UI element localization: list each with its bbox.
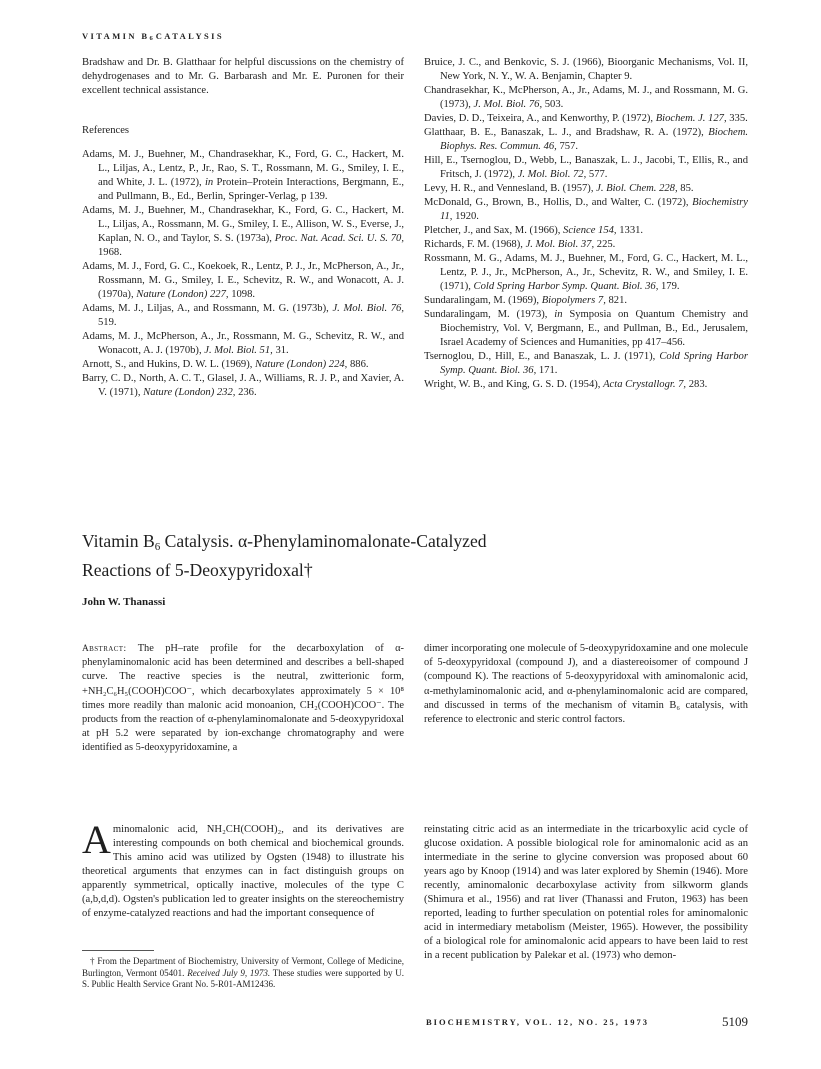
reference-entry xyxy=(82,358,404,372)
drop-cap: A xyxy=(82,817,111,862)
reference-text: 171. xyxy=(536,365,558,376)
reference-source: Biochem. Biophys. Res. Commun. 46, xyxy=(440,127,748,152)
reference-text: Adams, M. J., Buehner, M., Chandrasekhar, K., Ford, G. C., Hackert, M. L., Liljas, A., Lentz, P., Jr., Rao, S. T., Rossmann, M. G., Smiley, I. E., and White, J. L. (1972), xyxy=(82,149,404,188)
reference-text: 886. xyxy=(347,359,369,370)
reference-source: Cold Spring Harbor Symp. Quant. Biol. 36, xyxy=(473,281,659,292)
reference-entry xyxy=(424,182,748,196)
title-part: Catalysis. α-Phenylaminomalonate-Catalyzed xyxy=(160,531,487,551)
reference-entry xyxy=(424,196,748,224)
page-number: 5109 xyxy=(722,1014,748,1029)
reference-source: J. Mol. Biol. 51, xyxy=(204,345,273,356)
acknowledgment xyxy=(82,56,404,98)
reference-text: Hill, E., Tsernoglou, D., Webb, L., Banaszak, L. J., Jacobi, T., Ellis, R., and Fritsch, J. (1972), xyxy=(424,155,748,180)
reference-text: 335. xyxy=(726,113,748,124)
reference-entry xyxy=(82,372,404,400)
reference-text: 179. xyxy=(658,281,680,292)
reference-entry xyxy=(82,148,404,204)
reference-text: Chandrasekhar, K., McPherson, A., Jr., Adams, M. J., and Rossmann, M. G. (1973), xyxy=(424,85,748,110)
reference-source: Biochemistry 11, xyxy=(440,197,748,222)
reference-entry xyxy=(424,154,748,182)
reference-text: Arnott, S., and Hukins, D. W. L. (1969), xyxy=(82,359,256,370)
reference-entry xyxy=(424,252,748,294)
reference-source: Biopolymers 7, xyxy=(541,295,606,306)
reference-text: 283. xyxy=(686,379,708,390)
reference-text: 1331. xyxy=(616,225,644,236)
reference-text: Glatthaar, B. E., Banaszak, L. J., and Bradshaw, R. A. (1972), xyxy=(424,127,709,138)
body-right xyxy=(424,823,748,963)
reference-source: J. Mol. Biol. 76, xyxy=(473,99,543,110)
abstract-left xyxy=(82,642,404,756)
reference-entry xyxy=(82,302,404,330)
reference-entry xyxy=(82,330,404,358)
reference-text: Davies, D. D., Teixeira, A., and Kenworthy, P. (1972), xyxy=(424,113,656,124)
acknowledgment-text: Bradshaw and Dr. B. Glatthaar for helpful discussions on the chemistry of dehydrogenases and to Mr. G. Barbarash and Mr. E. Puronen for their excellent technical assistance. xyxy=(82,57,404,96)
body-text-left: minomalonic acid, NH₂CH(COOH)₂, and its derivatives are interesting compounds on both chemical and biochemical grounds. This amino acid was utilized by Ogsten (1948) to illustrate his theoretical arguments that enzymes can in fact distinguish groups on apparently symmetrical, optically inactive, molecules of the type C (a,b,d,d). Ogsten's publication led to greater insights on the stereochemistry of enzyme-catalyzed reactions and had the important consequence of xyxy=(82,824,404,919)
footnote-rule xyxy=(82,950,154,951)
reference-entry xyxy=(424,84,748,112)
reference-entry xyxy=(424,224,748,238)
reference-entry xyxy=(424,112,748,126)
reference-entry xyxy=(82,260,404,302)
title-subscript: 6 xyxy=(154,541,161,553)
footnote xyxy=(82,956,404,991)
reference-text: Adams, M. J., Ford, G. C., Koekoek, R., Lentz, P. J., Jr., McPherson, A., Jr., Rossmann, M. G., Smiley, I. E., Schevitz, R. W., and Wonacott, A. J. (1970a), xyxy=(82,261,404,300)
reference-source: J. Mol. Biol. 37, xyxy=(525,239,595,250)
running-head-text-2: CATALYSIS xyxy=(155,31,224,41)
reference-text: Adams, M. J., McPherson, A., Jr., Rossmann, M. G., Schevitz, R. W., and Wonacott, A. J. (1970b), xyxy=(82,331,404,356)
footnote-affiliation: † From the Department of Biochemistry, University of Vermont, College of Medicine, Burlington, Vermont 05401. xyxy=(82,956,404,978)
reference-source: Nature (London) 224, xyxy=(255,359,348,370)
title-line-2: Reactions of 5-Deoxypyridoxal† xyxy=(82,560,313,580)
reference-source: J. Biol. Chem. 228, xyxy=(596,183,678,194)
abstract-label: Abstract: xyxy=(82,644,127,654)
reference-text: McDonald, G., Brown, B., Hollis, D., and Walter, C. (1972), xyxy=(424,197,693,208)
reference-source: J. Mol. Biol. 72, xyxy=(517,169,587,180)
running-head-subscript: 6 xyxy=(149,35,153,42)
reference-text: Adams, M. J., Buehner, M., Chandrasekhar, K., Ford, G. C., Hackert, M. L., Liljas, A., Rossmann, M. G., Smiley, I. E., Allison, W. S., Everse, J., Kaplan, N. O., and Taylor, S. S. (1973a), xyxy=(82,205,404,244)
reference-text: 519. xyxy=(98,317,117,328)
reference-text: Levy, H. R., and Vennesland, B. (1957), xyxy=(424,183,597,194)
body-text-right: reinstating citric acid as an intermediate in the tricarboxylic acid cycle of glucose oxidation. A possible biological role for aminomalonic acid as an intermediate in the serine to glycine conversion was proposed about 60 years ago by Knoop (1914) and was later explored by Shemin (1946). More recently, aminomalonic decarboxylase activity from silkworm glands (Shimura et al., 1956) and rat liver (Thanassi and Fruton, 1963) has been reported, leading to further speculation on potential roles for aminomalonic acid in intermediary metabolism (Meister, 1965). However, the possibility of a biological role for aminomalonic acid appears to have been laid to rest in a recent publication by Palekar et al. (1973) who demon- xyxy=(424,824,748,961)
reference-text: 236. xyxy=(235,387,257,398)
reference-text: Bruice, J. C., and Benkovic, S. J. (1966), Bioorganic Mechanisms, Vol. II, New York, N. Y., W. A. Benjamin, Chapter 9. xyxy=(424,57,748,82)
reference-entry xyxy=(424,350,748,378)
reference-text: 1098. xyxy=(228,289,256,300)
reference-text: 225. xyxy=(594,239,616,250)
reference-entry xyxy=(424,378,748,392)
references-list-left xyxy=(82,148,404,400)
abstract-right xyxy=(424,642,748,727)
reference-entry xyxy=(424,56,748,84)
reference-text: 1920. xyxy=(452,211,479,222)
abstract-text-left: The pH–rate profile for the decarboxylation of α-phenylaminomalonic acid has been determined and describes a bell-shaped curve. The reactive species is the neutral, zwitterionic form, +NH₂C₆H₅(COOH)COO⁻, which decarboxylates approximately 5 × 10⁸ times more readily than malonic acid monoanion, CH₂(COOH)COO⁻. The products from the reaction of α-phenylaminomalonate and 5-deoxypyridoxal at pH 5.2 were separated by ion-exchange chromatography and were identified as 5-deoxypyridoxamine, a xyxy=(82,643,404,754)
author: John W. Thanassi xyxy=(82,596,166,608)
reference-entry xyxy=(82,204,404,260)
article-title xyxy=(82,530,702,582)
reference-text: Protein–Protein Interactions, Bergmann, E., and Pullmann, B., Ed., Berlin, Springer-Verlag, p 139. xyxy=(98,177,404,202)
reference-source: Acta Crystallogr. 7, xyxy=(603,379,687,390)
reference-text: Sundaralingam, M. (1973), xyxy=(424,309,555,320)
reference-source: Nature (London) 232, xyxy=(143,387,236,398)
body-left xyxy=(82,817,404,921)
reference-entry xyxy=(424,294,748,308)
reference-entry xyxy=(424,308,748,350)
reference-entry xyxy=(424,238,748,252)
reference-text: 577. xyxy=(586,169,608,180)
references-list-right xyxy=(424,56,748,392)
reference-source: J. Mol. Biol. 76, xyxy=(332,303,404,314)
running-head-text: VITAMIN B xyxy=(82,31,150,41)
reference-text: 85. xyxy=(677,183,694,194)
abstract-text-right: dimer incorporating one molecule of 5-deoxypyridoxamine and one molecule of 5-deoxypyridoxal (compound J), and a diastereoisomer of compound J (compound K). The reactions of 5-deoxypyridoxal with aminomalonic acid, α-methylaminomalonic acid, and α-phenylaminomalonic acid are compared, and discussed in terms of the mechanism of vitamin B₆ catalysis, with reference to electronic and steric control factors. xyxy=(424,643,748,726)
reference-source: in xyxy=(554,309,563,320)
reference-text: Barry, C. D., North, A. C. T., Glasel, J. A., Williams, R. J. P., and Xavier, A. V. (1971), xyxy=(82,373,404,398)
footnote-grant: These studies were supported by U. S. Public Health Service Grant No. 5-R01-AM12436. xyxy=(82,967,404,990)
reference-source: in xyxy=(204,177,214,188)
references-heading: References xyxy=(82,125,130,136)
reference-text: Sundaralingam, M. (1969), xyxy=(424,295,542,306)
reference-source: Proc. Nat. Acad. Sci. U. S. 70, xyxy=(274,233,404,244)
reference-source: Cold Spring Harbor Symp. Quant. Biol. 36, xyxy=(440,351,748,376)
footnote-received: Received July 9, 1973. xyxy=(187,967,271,978)
title-part: Vitamin B xyxy=(82,531,155,551)
reference-text: 821. xyxy=(605,295,628,306)
reference-text: 31. xyxy=(272,345,289,356)
reference-text: 1968. xyxy=(98,247,122,258)
reference-text: Symposia on Quantum Chemistry and Biochemistry, Vol. V, Bergmann, E., and Pullman, B., Ed., Jerusalem, Israel Academy of Sciences and Humanities, pp 417–456. xyxy=(440,309,748,348)
reference-text: 757. xyxy=(556,141,579,152)
reference-source: Science 154, xyxy=(563,225,617,236)
journal-citation: BIOCHEMISTRY, VOL. 12, NO. 25, 1973 xyxy=(426,1017,650,1027)
reference-text: Adams, M. J., Liljas, A., and Rossmann, M. G. (1973b), xyxy=(82,303,333,314)
reference-source: Biochem. J. 127, xyxy=(655,113,727,124)
reference-text: Pletcher, J., and Sax, M. (1966), xyxy=(424,225,564,236)
reference-source: Nature (London) 227, xyxy=(136,289,229,300)
reference-text: Tsernoglou, D., Hill, E., and Banaszak, L. J. (1971), xyxy=(424,351,660,362)
reference-text: Rossmann, M. G., Adams, M. J., Buehner, M., Ford, G. C., Hackert, M. L., Lentz, P. J., Jr., McPherson, A., Jr., Schevitz, R. W., and Smiley, I. E. (1971), xyxy=(424,253,748,292)
reference-text: Richards, F. M. (1968), xyxy=(424,239,526,250)
reference-text: 503. xyxy=(542,99,564,110)
folio xyxy=(426,1014,748,1030)
running-head xyxy=(82,31,224,42)
reference-text: Wright, W. B., and King, G. S. D. (1954), xyxy=(424,379,604,390)
reference-entry xyxy=(424,126,748,154)
